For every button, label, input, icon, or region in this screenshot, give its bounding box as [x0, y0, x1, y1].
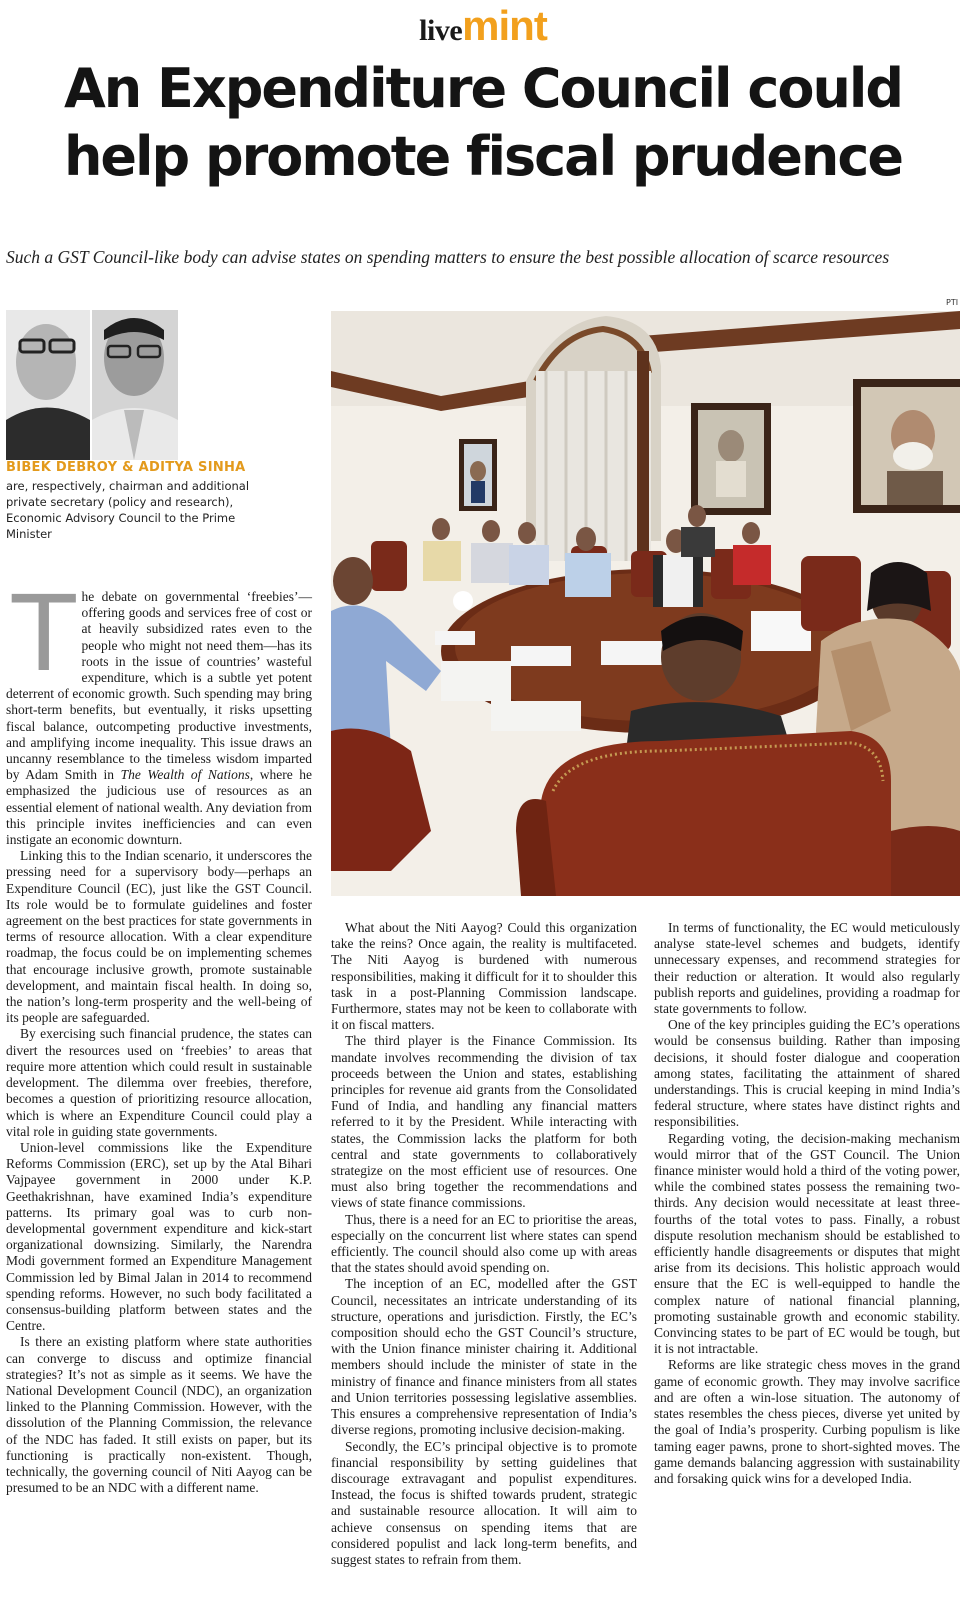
paragraph-1: The debate on governmental ‘freebies’—offering goods and services free of cost or at heavily subsidized rates even to the people who might not need them—has its roots in the issue of countries’ wasteful expenditure, which is a subtle yet potent deterrent of economic growth. Such spending may bring short-term benefits, but eventually, it risks upsetting fiscal balance, outcompeting productive investments, and amplifying income inequality. This issue draws an uncanny resemblance to the timeless wisdom imparted by Adam Smith in The Wealth of Nations, where he emphasized the judicious use of resources as an essential element of national wealth. Any deviation from this principle invites inefficiencies and can even instigate an economic downturn. [6, 573, 312, 848]
meeting-photo [331, 311, 960, 896]
headline-line-2: help promote fiscal prudence [63, 125, 902, 188]
body-column-3 [654, 920, 960, 1487]
logo-live: live [419, 14, 463, 47]
paragraph-7: The third player is the Finance Commission. Its mandate involves recommending the division of tax proceeds between the Union and states, establishing principles for revenue aid grants from the Consolidated Fund of India, and handling any financial matters referred to it by the President. While interacting with states, the Commission lacks the platform for both central and state governments to collaboratively strategize on the most efficient use of resources. One must also bring together the recommendations and views of state finance commissions. [331, 1033, 637, 1211]
drop-cap: T [12, 573, 76, 695]
headline [0, 55, 966, 191]
paragraph-13: Regarding voting, the decision-making mechanism would mirror that of the GST Council. The Union finance minister would hold a third of the voting power, while the combined states possess the remaining two-thirds. Any decision would necessitate at least three-fourths of the total votes to pass. Finally, a robust dispute resolution mechanism should be established to efficiently handle disagreements or disputes that might arise from its decisions. This holistic approach would ensure that the EC is well-equipped to handle the complex nature of national financial planning, promoting sustainable growth and economic stability. Convincing states to be part of EC would be tough, but it is not intractable. [654, 1130, 960, 1357]
author-bio: are, respectively, chairman and additional private secretary (policy and research), Economic Advisory Council to the Prime Minister [6, 479, 250, 541]
paragraph-2: Linking this to the Indian scenario, it underscores the pressing need for a supervisory body—perhaps an Expenditure Council (EC), just like the GST Council. Its role would be to formulate guidelines and foster agreement on the best practices for state governments in terms of resource allocation. With a clear expenditure roadmap, the focus could be on implementing schemes that encourage inclusive growth, promote sustainable development, and maintain fiscal health. In doing so, the nation’s long-term prosperity and the well-being of its people are safeguarded. [6, 848, 312, 1026]
paragraph-11: In terms of functionality, the EC would meticulously analyse state-level schemes and budgets, identify unnecessary expenses, and recommend strategies for their reduction or alteration. It would also regularly publish reports and guidelines, providing a roadmap for state governments to follow. [654, 920, 960, 1017]
paragraph-9: The inception of an EC, modelled after the GST Council, necessitates an intricate understanding of its structure, operations and jurisdiction. Firstly, the EC’s composition should echo the GST Council’s structure, with the Union finance minister chairing it. Additional members should include the minister of state in the ministry of finance and finance ministers from all states and Union territories possessing legislative assemblies. This ensures a comprehensive representation of India’s diverse regions, promoting inclusive decision-making. [331, 1276, 637, 1438]
paragraph-4: Union-level commissions like the Expenditure Reforms Commission (ERC), set up by the Atal Bihari Vajpayee government in 2000 under K.P. Geethakrishnan, have examined India’s expenditure patterns. Its primary goal was to curb non-developmental government expenditure and kick-start organizational downsizing. Similarly, the Narendra Modi government formed an Expenditure Management Commission led by Bimal Jalan in 2014 to recommend spending reforms. However, no such body facilitated a consensus-building platform between states and the Centre. [6, 1139, 312, 1334]
body-column-2 [331, 920, 637, 1568]
paragraph-10: Secondly, the EC’s principal objective is to promote financial responsibility by setting guidelines that discourage extravagant and populist expenditures. Instead, the focus is shifted towards prudent, strategic and sustainable resource allocation. It will aim to achieve consensus on spending items that are considered populist and lack long-term benefits, and suggest states to refrain from them. [331, 1438, 637, 1567]
photo-credit: PTI [946, 298, 959, 307]
headline-line-1: An Expenditure Council could [63, 57, 903, 120]
masthead-logo [0, 2, 966, 49]
paragraph-6: What about the Niti Aayog? Could this organization take the reins? Once again, the reality is multifaceted. The Niti Aayog is burdened with numerous responsibilities, making it difficult for it to shoulder this task in a post-Planning Commission landscape. Furthermore, states may not be keen to collaborate with it on fiscal matters. [331, 920, 637, 1033]
paragraph-5: Is there an existing platform where state authorities can converge to discuss and optimize financial strategies? It’s not as simple as it seems. We have the National Development Council (NDC), an organization linked to the Planning Commission. However, with the dissolution of the Planning Commission, the relevance of the NDC has faded. It still exists on paper, but its functioning is practically non-existent. Though, technically, the governing council of Niti Aayog can be presumed to be an NDC with a different name. [6, 1334, 312, 1496]
paragraph-12: One of the key principles guiding the EC’s operations would be consensus building. Rather than imposing decisions, it should foster dialogue and cooperation among states, facilitating the attainment of shared understandings. This is crucial keeping in mind India’s federal structure, where states have distinct rights and responsibilities. [654, 1017, 960, 1130]
author-names: BIBEK DEBROY & ADITYA SINHA [6, 460, 246, 475]
author-photos [6, 310, 178, 460]
paragraph-8: Thus, there is a need for an EC to prioritise the areas, especially on the concurrent list where states can spend efficiently. The council should also come up with areas that the states should avoid spending on. [331, 1211, 637, 1276]
standfirst: Such a GST Council-like body can advise states on spending matters to ensure the best possible allocation of scarce resources [6, 247, 890, 267]
paragraph-3: By exercising such financial prudence, the states can divert the resources used on ‘freebies’ to areas that require more attention which could result in sustainable development. The dilemma over freebies, therefore, becomes a question of prioritizing resource allocation, which is where an Expenditure Council could play a vital role in guiding state governments. [6, 1026, 312, 1139]
body-column-1 [6, 573, 312, 1496]
paragraph-14: Reforms are like strategic chess moves in the grand game of economic growth. They may involve sacrifice and are often a win-lose situation. The autonomy of states resembles the chess pieces, diverse yet united by the goal of India’s prosperity. Curbing populism is like taming eager pawns, prone to short-sighted moves. The game demands balancing aggression with sustainability and forsaking quick wins for a developed India. [654, 1357, 960, 1486]
author-photo-right [92, 310, 178, 460]
author-photo-left [6, 310, 90, 460]
logo-mint: mint [462, 2, 547, 49]
